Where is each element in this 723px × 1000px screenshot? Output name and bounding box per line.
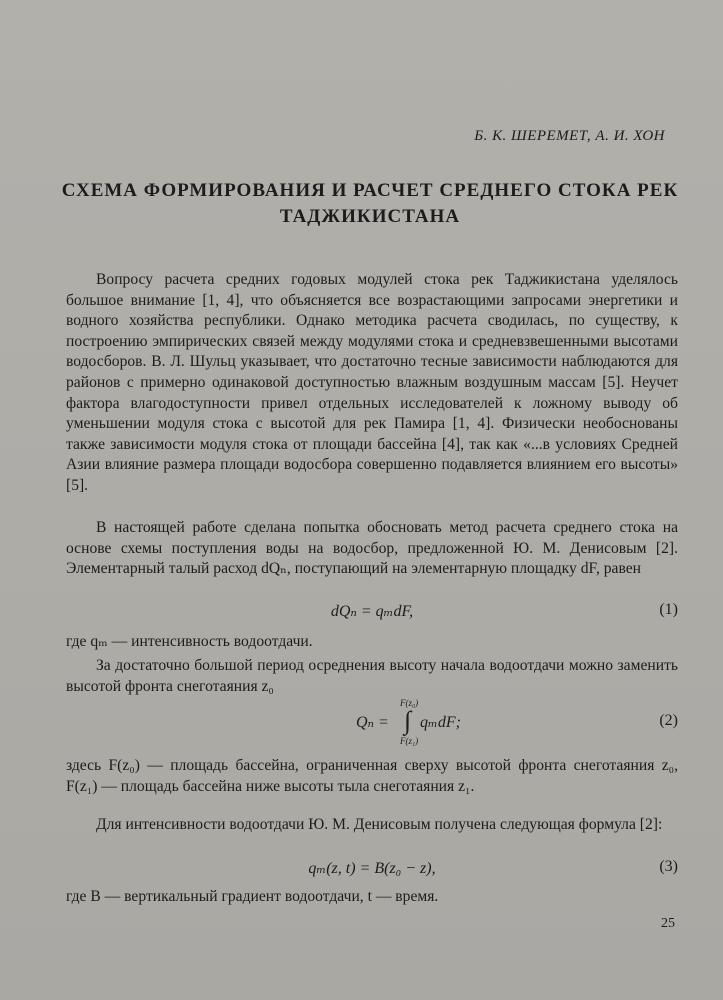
title-line-2: ТАДЖИКИСТАНА bbox=[279, 206, 461, 227]
equation-2-formula bbox=[356, 700, 496, 750]
authors: Б. К. ШЕРЕМЕТ, А. И. ХОН bbox=[474, 128, 665, 144]
where-line-3: где B — вертикальный градиент водоотдачи, t — время. bbox=[66, 888, 439, 905]
equation-1-formula: dQₙ = qₘdF, bbox=[330, 603, 414, 620]
paragraph-3: За достаточно большой период осреднения высоту начала водоотдачи можно заменить высотой фронта снеготаяния z₀ bbox=[66, 657, 678, 695]
equation-2-number: (2) bbox=[659, 712, 678, 729]
equation-2-left: Qₙ = bbox=[356, 714, 389, 731]
page-number: 25 bbox=[661, 916, 675, 931]
paragraph-2: В настоящей работе сделана попытка обосновать метод расчета среднего стока на основе схемы поступления воды на водосбор, предложенной Ю. М. Денисовым [2]. Элементарный талый расход dQₙ, поступающий на элементарную площадку dF, равен bbox=[66, 519, 678, 578]
paragraph-5: Для интенсивности водоотдачи Ю. М. Денисовым получена следующая формула [2]: bbox=[96, 816, 663, 833]
equation-1-number: (1) bbox=[659, 601, 678, 618]
equation-3-number: (3) bbox=[659, 858, 678, 875]
paragraph-4: здесь F(z₀) — площадь бассейна, ограниченная сверху высотой фронта снеготаяния z₀, F(z₁) — площадь бассейна ниже высоты тыла снеготаяния z₁. bbox=[66, 757, 678, 795]
equation-2-right: qₘdF; bbox=[420, 714, 461, 731]
integral-lower-limit: F(z₁) bbox=[400, 736, 419, 746]
integral-icon: ∫ bbox=[404, 706, 412, 735]
equation-3 bbox=[66, 858, 678, 886]
where-line-1: где qₘ — интенсивность водоотдачи. bbox=[66, 633, 313, 650]
equation-3-formula: qₘ(z, t) = B(z₀ − z), bbox=[308, 860, 436, 877]
article-title bbox=[60, 178, 680, 230]
integral-upper-limit: F(z₀) bbox=[400, 698, 419, 708]
paragraph-1: Вопросу расчета средних годовых модулей стока рек Таджикистана уделялось большое внимание [1, 4], что объясняется все возрастающими запросами энергетики и водного хозяйства республики. Однако методика расчета сводилась, по существу, к построению эмпирических связей между модулями стока и средневзвешенными высотами водосборов. В. Л. Шульц указывает, что достаточно тесные зависимости наблюдаются для районов с примерно одинаковой доступностью влажным воздушным массам [5]. Неучет фактора влагодоступности привел отдельных исследователей к ложному выводу об уменьшении модуля стока с высотой для рек Памира [1, 4]. Физически необоснованы также зависимости модуля стока от площади бассейна [4], так как «...в условиях Средней Азии влияние размера площади водосбора совершенно подавляется влиянием его высоты» [5]. bbox=[66, 271, 678, 494]
equation-2 bbox=[66, 700, 678, 750]
equation-1 bbox=[66, 601, 678, 629]
title-line-1: СХЕМА ФОРМИРОВАНИЯ И РАСЧЕТ СРЕДНЕГО СТОКА РЕК bbox=[61, 180, 679, 201]
